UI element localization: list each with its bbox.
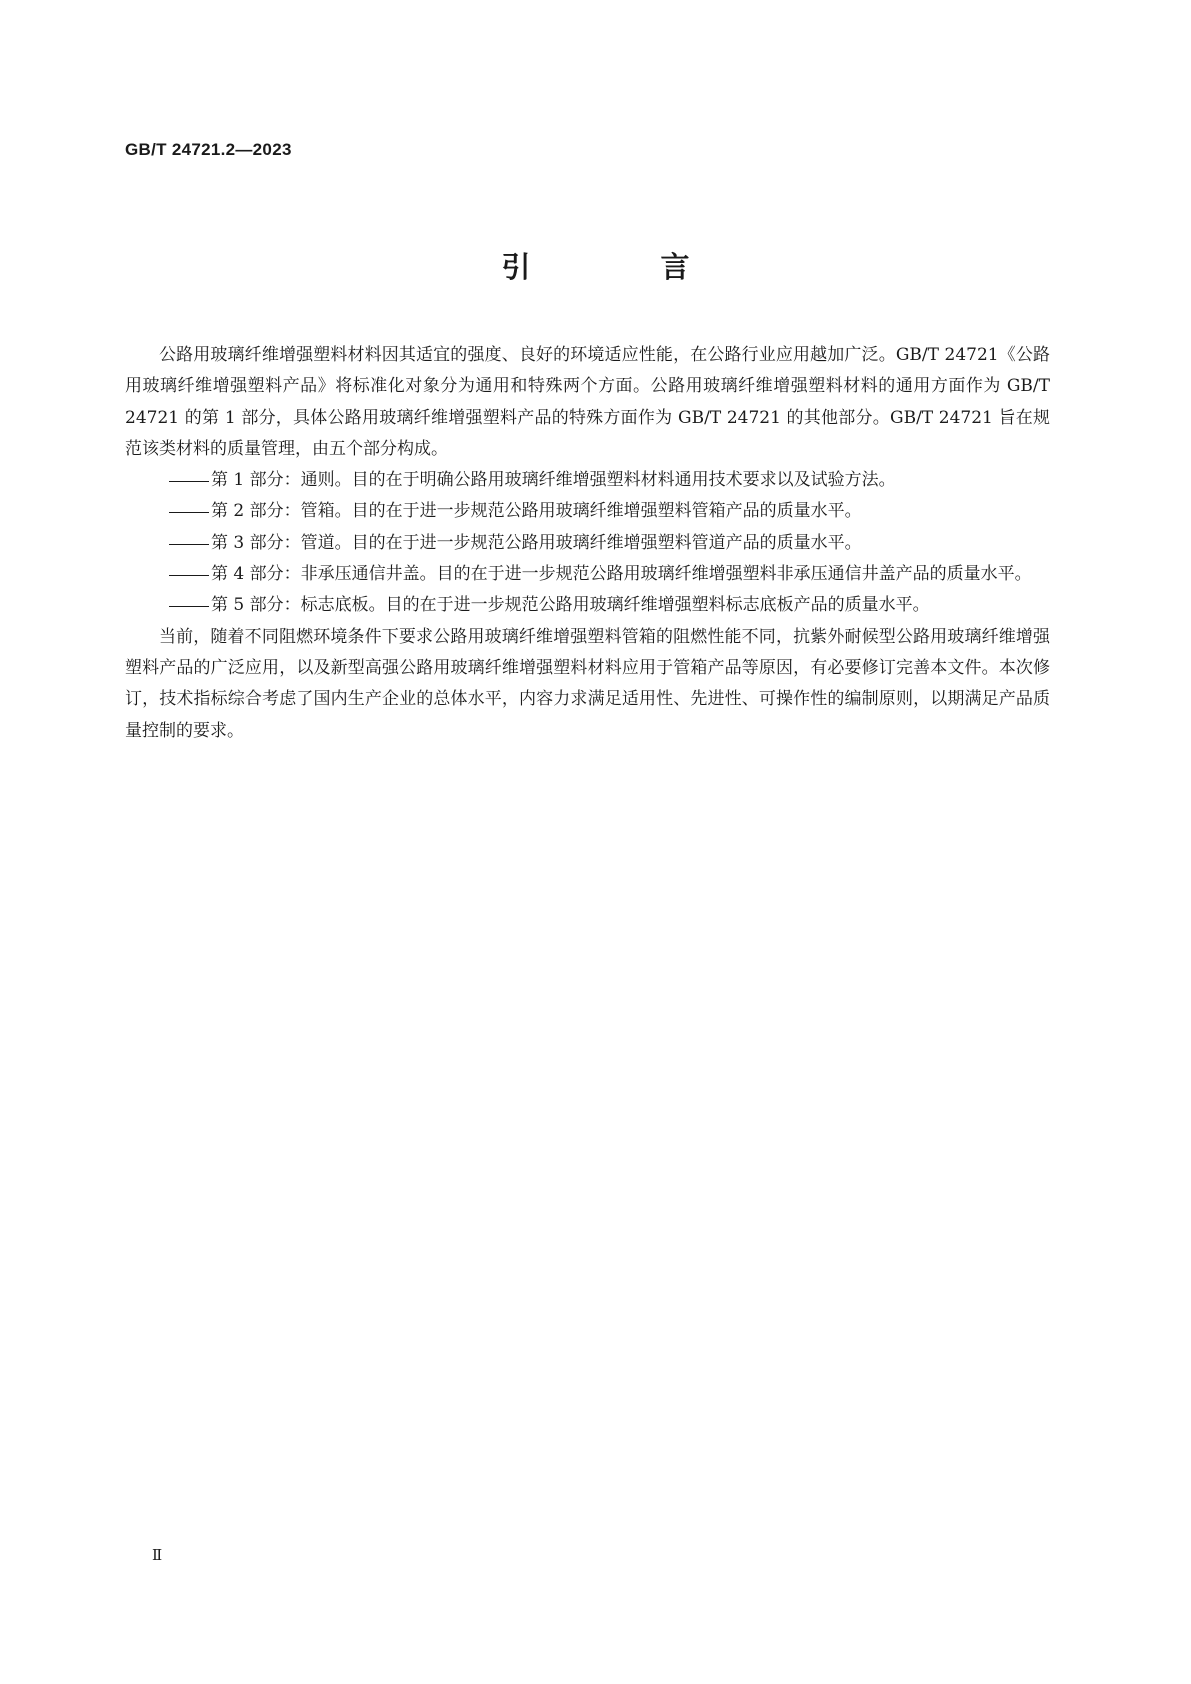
conclusion-paragraph: 当前，随着不同阻燃环境条件下要求公路用玻璃纤维增强塑料管箱的阻燃性能不同，抗紫外耐候型公路用玻璃纤维增强塑料产品的广泛应用，以及新型高强公路用玻璃纤维增强塑料材料应用于管箱产品等原因，有必要修订完善本文件。本次修订，技术指标综合考虑了国内生产企业的总体水平，内容力求满足适用性、先进性、可操作性的编制原则，以期满足产品质量控制的要求。 bbox=[125, 626, 1050, 741]
list-item-text: 第 1 部分：通则。目的在于明确公路用玻璃纤维增强塑料材料通用技术要求以及试验方法。 bbox=[211, 470, 896, 491]
dash-marker bbox=[169, 512, 209, 513]
page-number: Ⅱ bbox=[152, 1548, 163, 1564]
dash-marker bbox=[169, 481, 209, 482]
dash-marker bbox=[169, 606, 209, 607]
parts-list bbox=[125, 465, 1050, 621]
list-item-text: 第 5 部分：标志底板。目的在于进一步规范公路用玻璃纤维增强塑料标志底板产品的质量水平。 bbox=[211, 595, 930, 616]
intro-paragraph: 公路用玻璃纤维增强塑料材料因其适宜的强度、良好的环境适应性能，在公路行业应用越加广泛。GB/T 24721《公路用玻璃纤维增强塑料产品》将标准化对象分为通用和特殊两个方面。公路用玻璃纤维增强塑料材料的通用方面作为 GB/T 24721 的第 1 部分，具体公路用玻璃纤维增强塑料产品的特殊方面作为 GB/T 24721 的其他部分。GB/T 24721 旨在规范该类材料的质量管理，由五个部分构成。 bbox=[125, 345, 1050, 459]
list-item-text: 第 2 部分：管箱。目的在于进一步规范公路用玻璃纤维增强塑料管箱产品的质量水平。 bbox=[211, 501, 862, 522]
dash-marker bbox=[169, 575, 209, 576]
list-item-text: 第 3 部分：管道。目的在于进一步规范公路用玻璃纤维增强塑料管道产品的质量水平。 bbox=[211, 532, 862, 553]
list-item bbox=[125, 465, 1050, 496]
list-item-text: 第 4 部分：非承压通信井盖。目的在于进一步规范公路用玻璃纤维增强塑料非承压通信井盖产品的质量水平。 bbox=[211, 564, 1032, 585]
list-item bbox=[125, 528, 1050, 559]
list-item bbox=[125, 590, 1050, 621]
standard-code: GB/T 24721.2—2023 bbox=[125, 140, 292, 159]
section-title: 引 言 bbox=[501, 250, 750, 284]
list-item bbox=[125, 496, 1050, 527]
dash-marker bbox=[169, 544, 209, 545]
document-body bbox=[125, 340, 1050, 747]
list-item bbox=[125, 559, 1050, 590]
